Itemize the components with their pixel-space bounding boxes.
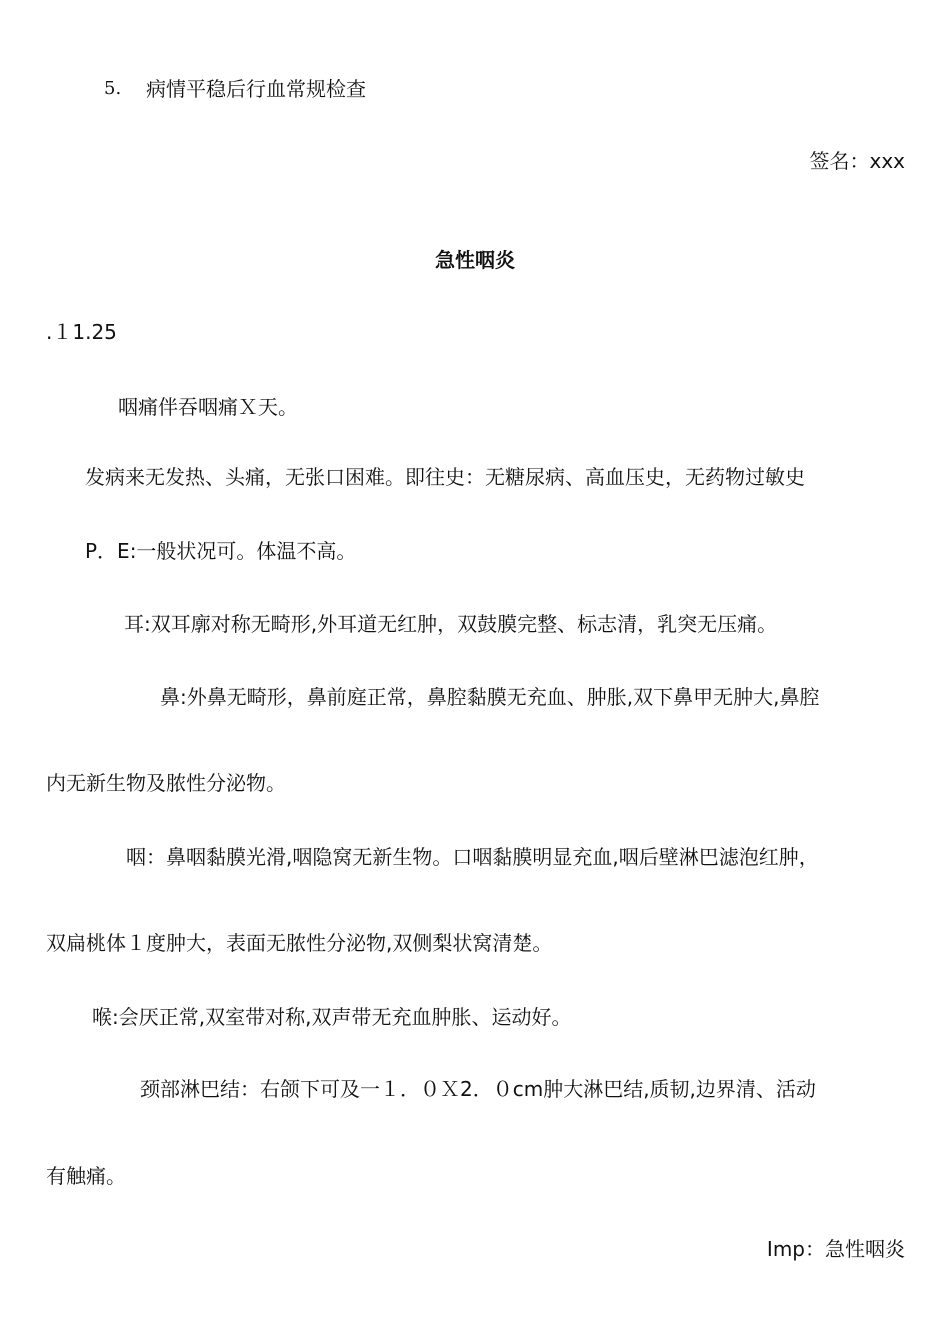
ear-exam: 耳:双耳廓对称无畸形,外耳道无红肿，双鼓膜完整、标志清，乳突无压痛。 [124, 612, 778, 636]
list-item-number: 5. [104, 78, 122, 99]
chief-complaint: 咽痛伴吞咽痛Ｘ天。 [118, 395, 298, 419]
impression: Imp：急性咽炎 [766, 1237, 905, 1261]
neck-lymph-exam-line1: 颈部淋巴结：右颌下可及一１．０Ｘ2．０cm肿大淋巴结,质韧,边界清、活动 [140, 1077, 816, 1101]
physical-exam: P．E:一般状况可。体温不高。 [85, 539, 357, 563]
section-title: 急性咽炎 [435, 248, 515, 272]
neck-lymph-exam-line2: 有触痛。 [46, 1164, 126, 1188]
nose-exam-line1: 鼻:外鼻无畸形，鼻前庭正常，鼻腔黏膜无充血、肿胀,双下鼻甲无肿大,鼻腔 [160, 685, 820, 709]
larynx-exam: 喉:会厌正常,双室带对称,双声带无充血肿胀、运动好。 [92, 1005, 572, 1029]
medical-history: 发病来无发热、头痛，无张口困难。即往史：无糖尿病、高血压史，无药物过敏史 [85, 465, 805, 489]
signature: 签名：xxx [809, 149, 905, 173]
record-date: .１1.25 [46, 320, 117, 344]
nose-exam-line2: 内无新生物及脓性分泌物。 [46, 771, 286, 795]
pharynx-exam-line1: 咽：鼻咽黏膜光滑,咽隐窝无新生物。口咽黏膜明显充血,咽后壁淋巴滤泡红肿， [126, 845, 819, 869]
list-item-text: 病情平稳后行血常规检查 [146, 77, 366, 101]
pharynx-exam-line2: 双扁桃体１度肿大，表面无脓性分泌物,双侧梨状窝清楚。 [46, 931, 553, 955]
